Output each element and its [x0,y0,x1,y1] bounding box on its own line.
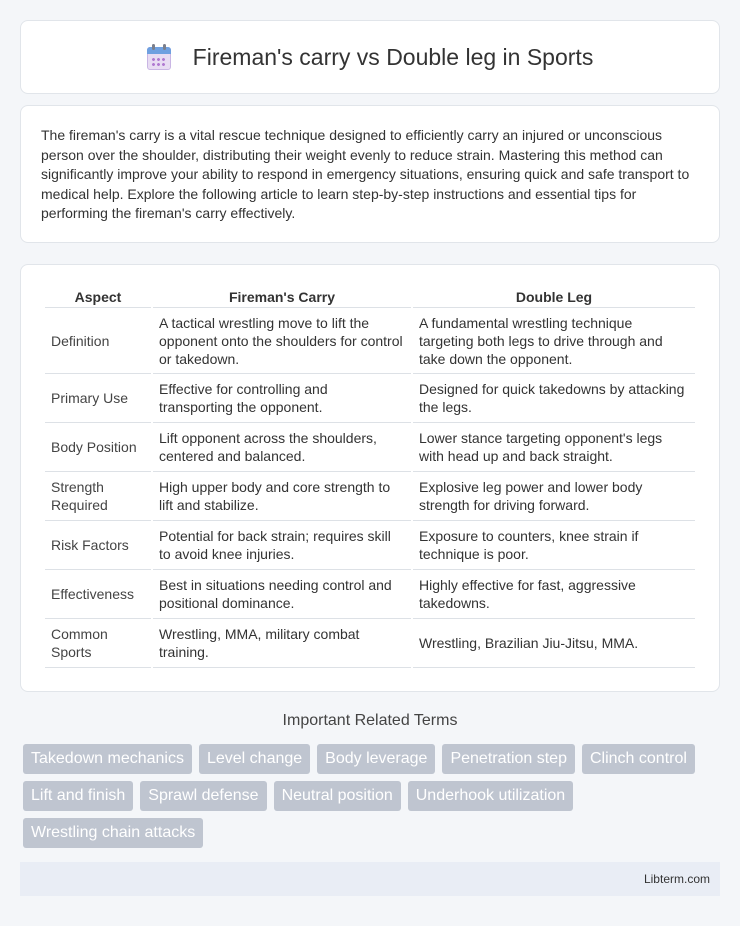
footer [20,862,720,896]
tag-level-change[interactable]: Level change [199,744,310,774]
tag-clinch-control[interactable]: Clinch control [582,744,695,774]
header-card [20,20,720,94]
tag-penetration-step[interactable]: Penetration step [442,744,575,774]
row-firemans-carry: Effective for controlling and transporting the opponent. [153,374,411,423]
comparison-card [20,264,720,692]
footer-link[interactable]: Libterm.com [643,872,710,886]
row-double-leg: Explosive leg power and lower body strength for driving forward. [413,472,695,521]
row-double-leg: Lower stance targeting opponent's legs with head up and back straight. [413,423,695,472]
page-title: Fireman's carry vs Double leg in Sports [192,43,594,70]
related-terms-title: Important Related Terms [282,712,458,729]
tag-lift-and-finish[interactable]: Lift and finish [23,781,133,811]
table-header-row [45,286,695,308]
related-terms-list [23,744,703,848]
row-double-leg: Highly effective for fast, aggressive takedowns. [413,570,695,619]
row-aspect: Effectiveness [45,570,151,619]
intro-text: The fireman's carry is a vital rescue technique designed to efficiently carry an injured or unconscious person over the shoulder, distributing their weight evenly to reduce strain. Mastering this method can significantly improve your ability to respond in emergency situations, ensuring quick and safe transport to medical help. Explore the following article to learn step-by-step instructions and essential tips for performing the fireman's carry effectively. [41,127,690,222]
row-firemans-carry: Best in situations needing control and positional dominance. [153,570,411,619]
title-wrap [147,44,594,71]
row-aspect: Primary Use [45,374,151,423]
table-row [45,472,695,521]
row-firemans-carry: Potential for back strain; requires skill to avoid knee injuries. [153,521,411,570]
row-aspect: Risk Factors [45,521,151,570]
table-row [45,374,695,423]
tag-neutral-position[interactable]: Neutral position [274,781,401,811]
table-row [45,308,695,374]
comparison-table [43,286,697,668]
row-aspect: Body Position [45,423,151,472]
row-firemans-carry: High upper body and core strength to lift and stabilize. [153,472,411,521]
tag-body-leverage[interactable]: Body leverage [317,744,435,774]
table-row [45,619,695,668]
calendar-icon [147,44,171,70]
tag-takedown-mechanics[interactable]: Takedown mechanics [23,744,192,774]
tag-sprawl-defense[interactable]: Sprawl defense [140,781,266,811]
table-row [45,423,695,472]
row-firemans-carry: A tactical wrestling move to lift the opponent onto the shoulders for control or takedown. [153,308,411,374]
row-double-leg: A fundamental wrestling technique targeting both legs to drive through and take down the opponent. [413,308,695,374]
row-aspect: Strength Required [45,472,151,521]
header-firemans-carry: Fireman's Carry [153,286,411,308]
intro-card [20,105,720,243]
header-aspect: Aspect [45,286,151,308]
row-aspect: Common Sports [45,619,151,668]
row-aspect: Definition [45,308,151,374]
row-firemans-carry: Wrestling, MMA, military combat training. [153,619,411,668]
tag-underhook-utilization[interactable]: Underhook utilization [408,781,573,811]
table-row [45,521,695,570]
row-double-leg: Exposure to counters, knee strain if technique is poor. [413,521,695,570]
table-row [45,570,695,619]
row-firemans-carry: Lift opponent across the shoulders, centered and balanced. [153,423,411,472]
tag-wrestling-chain-attacks[interactable]: Wrestling chain attacks [23,818,203,848]
header-double-leg: Double Leg [413,286,695,308]
row-double-leg: Designed for quick takedowns by attacking the legs. [413,374,695,423]
row-double-leg: Wrestling, Brazilian Jiu-Jitsu, MMA. [413,619,695,668]
